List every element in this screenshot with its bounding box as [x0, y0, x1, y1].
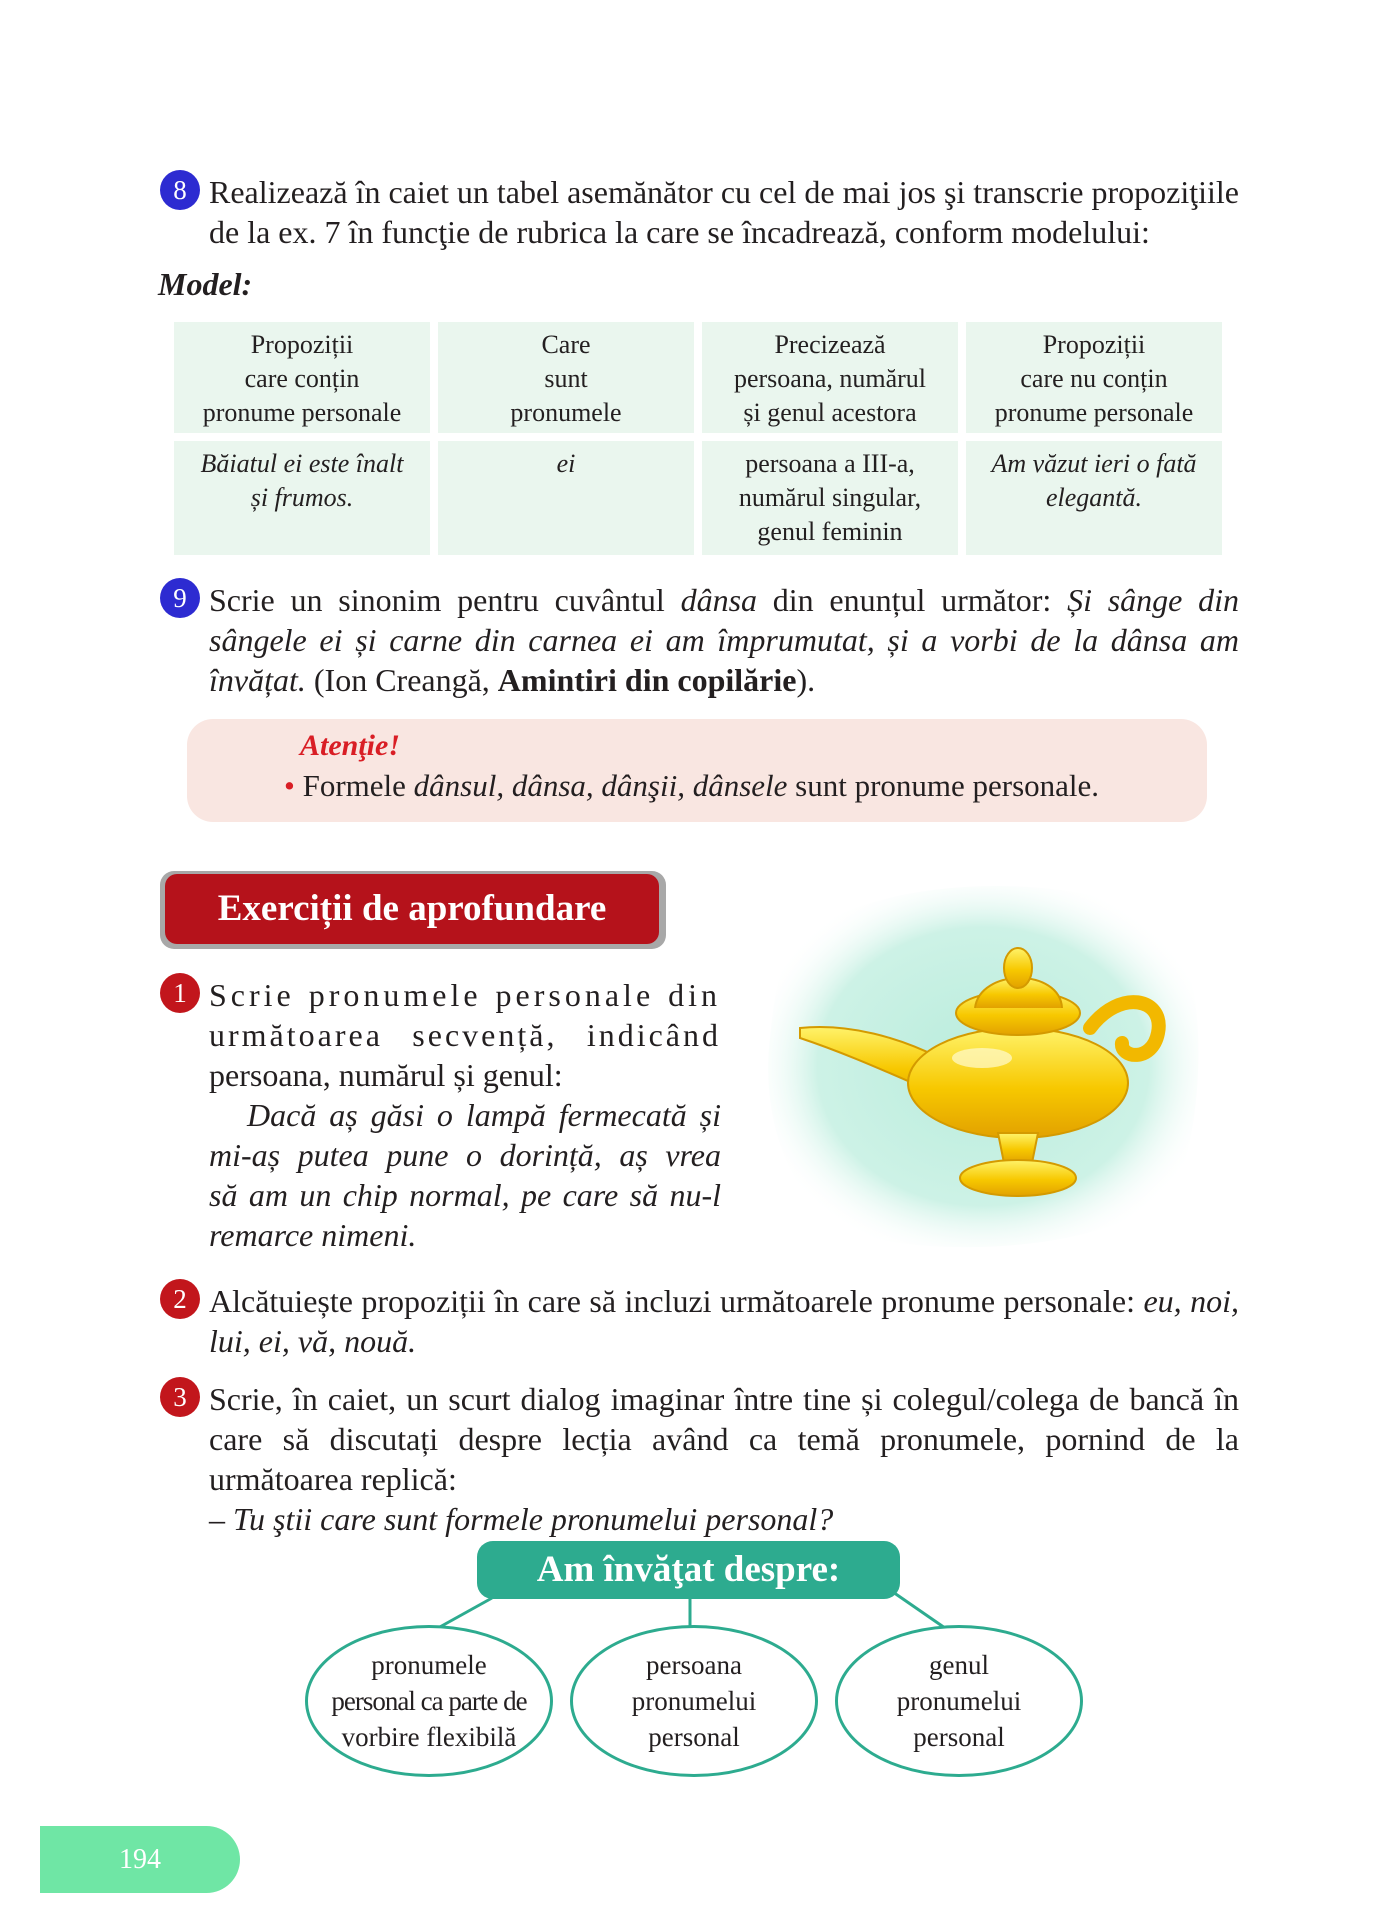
model-label: Model: — [158, 266, 253, 302]
attention-text: • Formele dânsul, dânsa, dânşii, dânsele sunt pronume personale. — [284, 768, 1100, 803]
table-cell: Băiatul ei este înalt și frumos. — [174, 441, 430, 555]
learned-title: Am învăţat despre: — [477, 1541, 900, 1599]
exercise-number-badge: 1 — [160, 973, 200, 1013]
bullet-icon: • — [284, 768, 295, 803]
table-header-cell: Propoziții care conțin pronume personale — [174, 322, 430, 433]
attention-title: Atenţie! — [300, 729, 401, 762]
summary-topic: persoana pronumelui personal — [570, 1625, 818, 1777]
table-header-cell: Care sunt pronumele — [438, 322, 694, 433]
exercise-3-text: Scrie, în caiet, un scurt dialog imaginar între tine și colegul/colega de bancă în care să discutați despre lecția având ca temă pronumele, pornind de la următoarea replică: — [209, 1381, 1239, 1497]
summary-topic: pronumele personal ca parte de vorbire flexibilă — [305, 1625, 553, 1777]
table-cell: persoana a III-a, numărul singular, genul feminin — [702, 441, 958, 555]
table-cell: Am văzut ieri o fată elegantă. — [966, 441, 1222, 555]
exercise-number-badge: 8 — [160, 170, 200, 210]
exercise-number-badge: 2 — [160, 1279, 200, 1319]
page-number: 194 — [40, 1826, 240, 1893]
table-cell: ei — [438, 441, 694, 555]
exercise-9-text: Scrie un sinonim pentru cuvântul dânsa din enunțul următor: Și sânge din sângele ei și carne din carnea ei am împrumutat, și a vorbi de la dânsa am învățat. (Ion Creangă, Amintiri din copilărie). — [209, 582, 1240, 698]
exercise-number-badge: 3 — [160, 1377, 200, 1417]
exercise-1-quote: Dacă aș găsi o lampă fermecată și mi-aș putea pune o dorință, aș vrea să am un chip normal, pe care să nu-l remarce nimeni. — [209, 1097, 721, 1253]
table-header-cell: Precizează persoana, numărul și genul acestora — [702, 322, 958, 433]
section-heading: Exerciții de aprofundare — [165, 874, 659, 944]
exercise-3-dialog-line: – Tu ştii care sunt formele pronumelui personal? — [209, 1501, 834, 1537]
exercise-8-text: Realizează în caiet un tabel asemănător cu cel de mai jos şi transcrie propoziţiile de la ex. 7 în funcţie de rubrica la care se încadrează, conform modelului: — [209, 174, 1239, 250]
table-header-cell: Propoziții care nu conțin pronume personale — [966, 322, 1222, 433]
exercise-2-text: Alcătuiește propoziții în care să incluzi următoarele pronume personale: eu, noi, lui, ei, vă, nouă. — [209, 1283, 1240, 1359]
exercise-1-text: Scrie pronumele personale din următoarea secvență, indicând persoana, numărul și genul: — [209, 977, 721, 1093]
summary-topic: genul pronumelui personal — [835, 1625, 1083, 1777]
exercise-number-badge: 9 — [160, 578, 200, 618]
